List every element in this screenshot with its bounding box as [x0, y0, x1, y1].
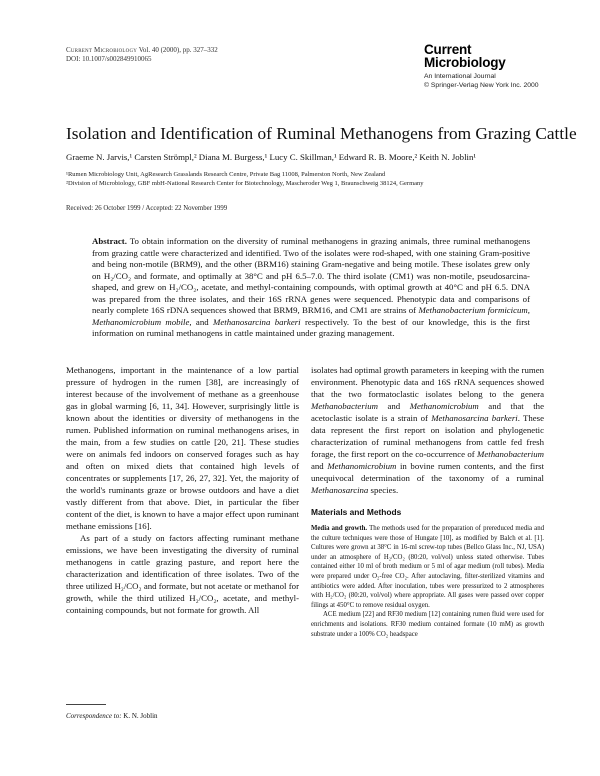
article-title: Isolation and Identification of Ruminal Methanogens from Grazing Cattle — [66, 124, 577, 143]
text-run: species. — [368, 485, 399, 495]
correspondence-name: K. N. Joblin — [123, 712, 158, 720]
body-paragraph-2: As part of a study on factors affecting ruminant methane emissions, we have been investigating the diversity of ruminal methanogens in cattle grazing pasture, and report here the characterization and identification of three isolates. Two of the three utilized H₂/CO₂ and formate, but not acetate or methanol for growth, while the third utilized H₂/CO₂, acetate, and methyl-containing compounds, but not formate for growth. All — [66, 533, 299, 615]
abstract — [92, 236, 530, 340]
genus-name: Methanobacterium — [477, 449, 544, 459]
affiliation-1: ¹Rumen Microbiology Unit, AgResearch Grasslands Research Centre, Private Bag 11008, Palmerston North, New Zealand — [66, 171, 386, 178]
text-run: and that the acetoclastic isolate is a strain of — [311, 401, 544, 423]
correspondence-label: Correspondence to: — [66, 712, 122, 720]
journal-logo-line2: Microbiology — [424, 54, 506, 70]
journal-citation-block — [66, 46, 326, 64]
abstract-separator: , — [527, 305, 530, 315]
right-column — [311, 364, 544, 639]
text-run: in bovine rumen contents, and the first unequivocal determination of the taxonomy of a ruminal — [311, 461, 544, 483]
journal-brand — [424, 44, 574, 90]
received-dates: Received: 26 October 1999 / Accepted: 22 November 1999 — [66, 205, 228, 212]
footnote-rule — [66, 704, 106, 705]
text-run: and — [377, 401, 410, 411]
methods-text — [311, 524, 544, 639]
genus-name: Methanobacterium — [311, 401, 378, 411]
text-run: . These data represent the first report on isolation and phylogenetic characterization of ruminal methanogens from cattle fed fresh forage, the first report on the co-occurrence of — [311, 413, 545, 459]
genus-name: Methanosarcina — [311, 485, 369, 495]
methods-subheading: Media and growth. — [311, 525, 368, 532]
methods-paragraph-2: ACE medium [22] and RF30 medium [12] containing rumen fluid were used for enrichments and isolations. RF30 medium contained formate (10 mM) as growth substrate under a 100% CO₂ headspace — [311, 611, 544, 638]
journal-volume-pages: Vol. 40 (2000), pp. 327–332 — [138, 46, 218, 54]
affiliations — [66, 170, 556, 188]
abstract-tail: respectively. To the best of our knowledge, this is the first information on ruminal methanogens in cattle maintained under grazing management. — [92, 316, 530, 338]
methods-paragraph-1 — [311, 524, 544, 610]
genus-name: Methanomicrobium — [409, 401, 479, 411]
body-paragraph-1: Methanogens, important in the maintenance of a low partial pressure of hydrogen in the rumen [38], are increasingly of interest because of the involvement of methane as a greenhouse gas in global warming [6, 11, 34]. However, surprisingly little is known about the identities or diversity of methanogens in the rumen. Published information on ruminal methanogens arises, in the main, from a few studies on cattle [20, 21]. These studies were on animals fed indoors on conserved forages such as hay and often on mixed diets that contained high levels of concentrates or supplements [17, 26, 27, 32]. Yet, the majority of the world's ruminants graze or browse outdoors and have a diet vastly different from that above. Diet, in particular the fiber content of the diet, is known to have a major effect upon ruminant methane emissions [16]. — [66, 365, 299, 531]
journal-doi: DOI: 10.1007/s002849910065 — [66, 55, 152, 63]
author-list: Graeme N. Jarvis,¹ Carsten Strömpl,² Diana M. Burgess,¹ Lucy C. Skillman,¹ Edward R. B. Moore,² Keith N. Joblin¹ — [66, 152, 477, 162]
journal-subtitle: An International Journal — [424, 73, 496, 80]
journal-name: Current Microbiology — [66, 46, 138, 54]
journal-copyright: © Springer-Verlag New York Inc. 2000 — [424, 82, 539, 89]
journal-logo-line1: Current — [424, 42, 472, 57]
left-column — [66, 364, 299, 616]
species-name: Methanosarcina barkeri — [431, 413, 518, 423]
abstract-text: To obtain information on the diversity of ruminal methanogens in grazing animals, three ruminal methanogens from grazing cattle were characterized and identified. Two of the isolates were rod-shaped, with one staining Gram-positive and being non-motile (BRM9), and the other (BRM16) staining Gram-negative and being motile. These isolates grew only on H₂/CO₂ and formate, and optimally at 38°C and pH 6.5–7.0. The third isolate (CM1) was non-motile, pseudosarcina-shaped, and grew on H₂/CO₂, acetate, and methyl-containing compounds, with optimal growth at 40°C and pH 6.5. DNA was prepared from the three isolates, and their 16S rRNA genes were sequenced. Phenotypic data and comparisons of nearly complete 16S rDNA sequences showed that BRM9, BRM16, and CM1 are strains of — [92, 236, 530, 315]
affiliation-2: ²Division of Microbiology, GBF mbH-National Research Center for Biotechnology, Mascheroder Weg 1, Braunschweig 38124, Germany — [66, 180, 424, 187]
abstract-species-1: Methanobacterium formicicum — [418, 305, 528, 315]
text-run: isolates had optimal growth parameters in keeping with the rumen environment. Phenotypic data and 16S rRNA sequences showed that the two formatoclastic isolates belong to the genera — [311, 365, 544, 399]
section-heading-materials-methods: Materials and Methods — [311, 507, 402, 517]
text-run: and — [311, 461, 328, 471]
genus-name: Methanomicrobium — [327, 461, 397, 471]
methods-text-run: The methods used for the preparation of prereduced media and the culture techniques were those of Hungate [10], as modified by Balch et al. [1]. Cultures were grown at 38°C in 16-ml screw-top tubes (Bellco Glass Inc., NJ, USA) under an atmosphere of H₂/CO₂ (80:20, vol/vol) unless stated otherwise. Tubes contained either 10 ml of broth medium or 5 ml of agar medium (roll tubes). Media were prepared under O₂-free CO₂. After autoclaving, filter-sterilized vitamins and antibiotics were added. After inoculation, tubes were pressurized to 2 atmospheres with H₂/CO₂ (80:20, vol/vol) where appropriate. All gases were passed over copper filings at 450°C to remove residual oxygen. — [311, 525, 544, 609]
abstract-label: Abstract. — [92, 236, 127, 246]
body-paragraph-3 — [311, 364, 544, 496]
abstract-species-3: Methanosarcina barkeri — [213, 316, 301, 327]
abstract-separator: , and — [189, 316, 214, 327]
abstract-species-2: Methanomicrobium mobile — [92, 316, 190, 327]
correspondence-note — [66, 712, 158, 721]
